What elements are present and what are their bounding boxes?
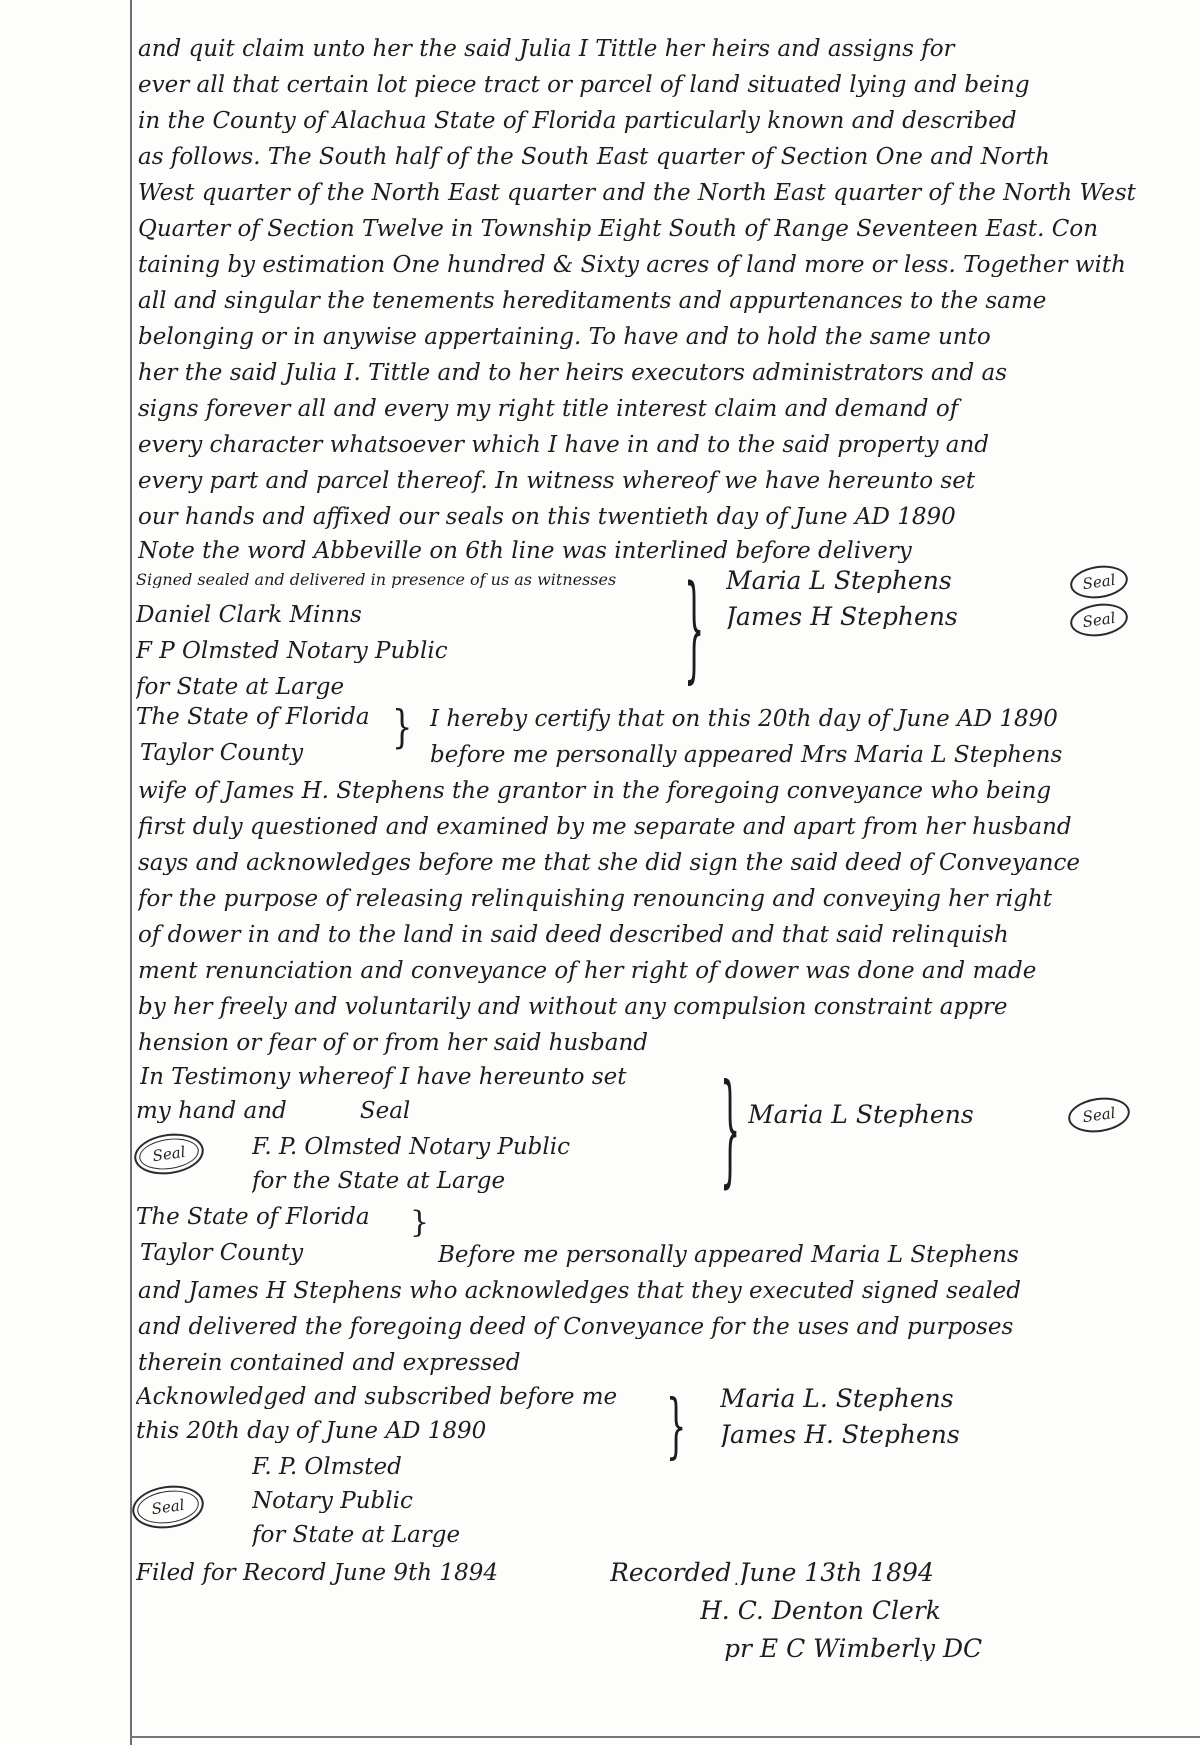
deed-line-3: in the County of Alachua State of Florida particularly known and described — [138, 110, 1017, 133]
deed-signature-maria: Maria L Stephens — [726, 568, 952, 593]
ack2-line-4: therein contained and expressed — [138, 1352, 521, 1375]
ack1-state: The State of Florida — [136, 706, 370, 729]
ack1-line-7: of dower in and to the land in said deed described and that said relinquish — [138, 924, 1009, 947]
ack1-county: Taylor County — [140, 742, 304, 765]
deed-seal-2 — [1068, 600, 1130, 640]
ack1-signature-seal — [1066, 1094, 1132, 1136]
ack2-state-brace: } — [410, 1205, 430, 1240]
bottom-rule — [130, 1736, 1200, 1738]
seal-text: Seal — [1081, 570, 1117, 594]
deed-line-10: her the said Julia I. Tittle and to her heirs executors administrators and as — [138, 362, 1008, 385]
deed-line-13: every part and parcel thereof. In witness whereof we have hereunto set — [138, 470, 976, 493]
ack2-notary-title: Notary Public — [252, 1490, 413, 1513]
deed-line-11: signs forever all and every my right title interest claim and demand of — [138, 398, 959, 421]
witness-caption: Signed sealed and delivered in presence of us as witnesses — [136, 572, 617, 588]
margin-rule — [130, 0, 132, 1745]
ack2-line-1: Before me personally appeared Maria L Stephens — [438, 1244, 1019, 1267]
ack1-notary-seal — [132, 1129, 207, 1178]
ack1-line-4: first duly questioned and examined by me separate and apart from her husband — [138, 816, 1072, 839]
ack1-line-10: hension or fear of or from her said husband — [138, 1032, 648, 1055]
seal-text: Seal — [1081, 608, 1117, 632]
ack1-line-2: before me personally appeared Mrs Maria L Stephens — [430, 744, 1063, 767]
deed-line-5: West quarter of the North East quarter and the North East quarter of the North West — [138, 182, 1136, 205]
ack1-signature-maria: Maria L Stephens — [748, 1102, 974, 1127]
ack2-line-3: and delivered the foregoing deed of Conveyance for the uses and purposes — [138, 1316, 1014, 1339]
deed-line-1: and quit claim unto her the said Julia I Tittle her heirs and assigns for — [138, 38, 955, 61]
seal-text: Seal — [151, 1142, 187, 1166]
ack2-notary-jurisdiction: for State at Large — [252, 1524, 461, 1547]
deed-signature-james: James H Stephens — [726, 604, 958, 629]
deed-line-7: taining by estimation One hundred & Sixty acres of land more or less. Together with — [138, 254, 1126, 277]
deed-line-9: belonging or in anywise appertaining. To have and to hold the same unto — [138, 326, 991, 349]
ack1-venue-brace: } — [392, 699, 413, 753]
deed-line-12: every character whatsoever which I have in and to the said property and — [138, 434, 990, 457]
filed-for-record: Filed for Record June 9th 1894 — [136, 1562, 498, 1585]
ack2-line-2: and James H Stephens who acknowledges that they executed signed sealed — [138, 1280, 1021, 1303]
witness-notary: F P Olmsted Notary Public — [136, 640, 448, 663]
ack1-line-9: by her freely and voluntarily and without any compulsion constraint appre — [138, 996, 1008, 1019]
ack1-testimony-2: my hand and Seal — [136, 1100, 411, 1123]
witness-name: Daniel Clark Minns — [136, 604, 362, 627]
seal-text: Seal — [150, 1495, 186, 1519]
ack2-subscribed-1: Acknowledged and subscribed before me — [136, 1386, 618, 1409]
ack1-line-6: for the purpose of releasing relinquishing renouncing and conveying her right — [138, 888, 1053, 911]
ack1-line-5: says and acknowledges before me that she did sign the said deed of Conveyance — [138, 852, 1080, 875]
ack2-county: Taylor County — [140, 1242, 304, 1265]
deed-line-2: ever all that certain lot piece tract or parcel of land situated lying and being — [138, 74, 1030, 97]
ack1-testimony-1: In Testimony whereof I have hereunto set — [140, 1066, 627, 1089]
ack1-line-3: wife of James H. Stephens the grantor in the foregoing conveyance who being — [138, 780, 1052, 803]
ack2-signature-james: James H. Stephens — [720, 1422, 960, 1447]
ack1-notary-name: F. P. Olmsted Notary Public — [252, 1136, 570, 1159]
ack1-line-8: ment renunciation and conveyance of her right of dower was done and made — [138, 960, 1037, 983]
deed-line-6: Quarter of Section Twelve in Township Eight South of Range Seventeen East. Con — [138, 218, 1099, 241]
witness-notary-jurisdiction: for State at Large — [136, 676, 345, 699]
ack2-notary-seal — [129, 1481, 206, 1533]
deed-line-4: as follows. The South half of the South East quarter of Section One and North — [138, 146, 1050, 169]
ack1-line-1: I hereby certify that on this 20th day of June AD 1890 — [430, 708, 1058, 731]
deputy-clerk-signature: pr E C Wimberly DC — [724, 1636, 983, 1661]
deed-signature-brace: } — [684, 559, 705, 696]
ack1-notary-jurisdiction: for the State at Large — [252, 1170, 506, 1193]
ack2-state: The State of Florida — [136, 1206, 370, 1229]
deed-seal-1 — [1068, 562, 1130, 602]
recorded-date: Recorded June 13th 1894 — [610, 1560, 934, 1585]
ack2-subscribed-2: this 20th day of June AD 1890 — [136, 1420, 487, 1443]
clerk-signature: H. C. Denton Clerk — [700, 1598, 941, 1623]
ack1-signature-brace: } — [720, 1056, 741, 1201]
deed-interlineation-note: Note the word Abbeville on 6th line was interlined before delivery — [138, 540, 912, 563]
ack2-notary-name: F. P. Olmsted — [252, 1456, 402, 1479]
seal-text: Seal — [1081, 1103, 1117, 1127]
deed-line-14: our hands and affixed our seals on this twentieth day of June AD 1890 — [138, 506, 956, 529]
deed-line-8: all and singular the tenements hereditaments and appurtenances to the same — [138, 290, 1047, 313]
ack2-signature-maria: Maria L. Stephens — [720, 1386, 954, 1411]
ack2-signature-brace: } — [666, 1383, 687, 1467]
